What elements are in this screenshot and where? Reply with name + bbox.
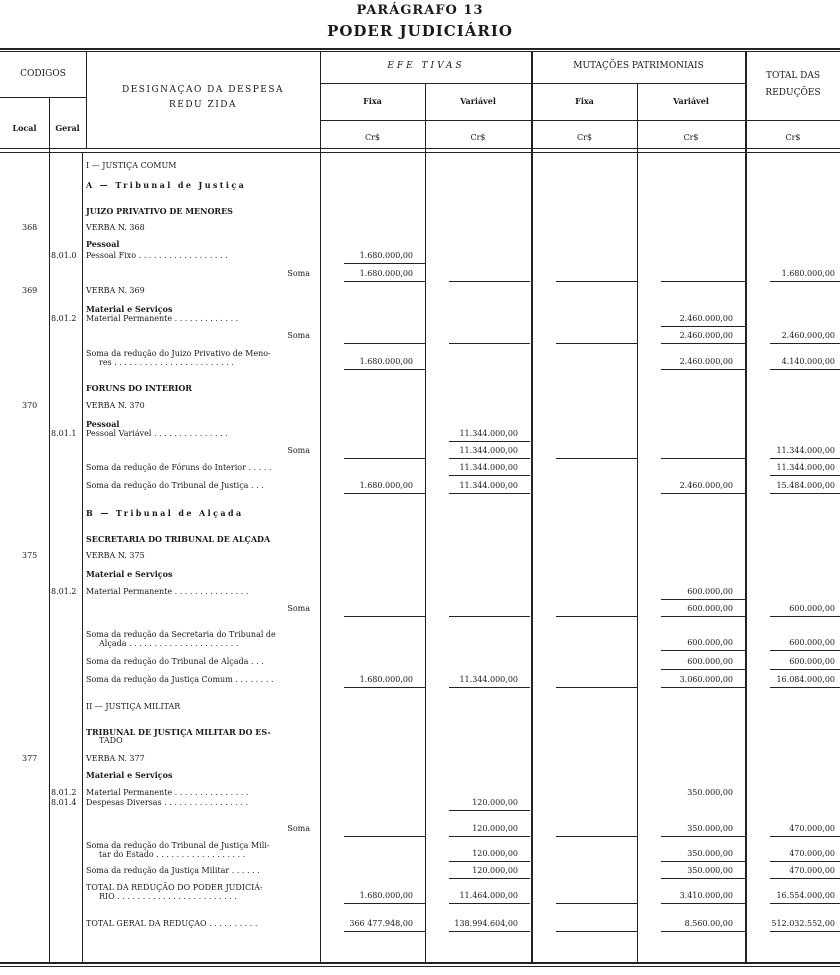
table-bottom-rule [0,962,840,964]
row-description: Material e Serviços [86,770,173,780]
local-header: Local [12,123,37,133]
sum-rule [449,810,530,811]
row-description: Soma [287,446,310,455]
value-cell-mu-var: 600.000,00 [687,604,733,613]
row-geral-code: 8.01.1 [51,429,77,438]
sum-rule [449,861,530,862]
sum-rule [770,878,840,879]
row-description: Soma da redução da Secretaria do Tribunal de [86,630,276,639]
sum-rule [344,458,425,459]
sum-rule [449,616,530,617]
row-description: I — JUSTIÇA COMUM [86,161,177,170]
sum-rule [770,616,840,617]
row-description: Soma da redução do Tribunal de Alçada . . . [86,657,264,666]
sum-rule [661,369,745,370]
value-cell-mu-var: 600.000,00 [687,587,733,596]
value-cell-total: 15.484.000,00 [776,481,835,490]
paragraph-title: PARÁGRAFO 13 [356,3,484,18]
value-cell-mu-var: 600.000,00 [687,657,733,666]
value-cell-ef-fixa: 366 477.948,00 [349,919,413,928]
row-description: Soma [287,824,310,833]
row-description: Material Permanente . . . . . . . . . . . . . . . [86,788,249,797]
row-description: Pessoal Fixo . . . . . . . . . . . . . . . . . . [86,251,228,260]
currency-efixa: Cr$ [364,133,381,142]
sum-rule [556,616,637,617]
value-cell-mu-var: 350.000,00 [687,849,733,858]
sum-rule [556,281,637,282]
value-cell-total: 600.000,00 [789,638,835,647]
value-cell-ef-var: 120.000,00 [472,849,518,858]
sum-rule [449,878,530,879]
sum-rule [344,369,425,370]
row-description: Material e Serviços [86,569,173,579]
value-cell-total: 4.140.000,00 [781,357,835,366]
col-geral-rule [82,152,83,962]
sum-rule [661,616,745,617]
row-description: TOTAL DA REDUÇÃO DO PODER JUDICIÁ- [86,883,263,892]
sum-rule [770,493,840,494]
row-geral-code: 8.01.0 [51,251,77,260]
sum-rule [661,878,745,879]
sum-rule [344,903,425,904]
row-description: VERBA N. 368 [86,223,145,232]
sum-rule [556,343,637,344]
sum-rule [770,343,840,344]
sum-rule [770,650,840,651]
sum-rule [770,687,840,688]
value-cell-ef-var: 11.464.000,00 [459,891,518,900]
row-description: Material e Serviços [86,304,173,314]
sum-rule [449,687,530,688]
row-local-code: 377 [22,754,38,763]
efetivas-fixa-header: Fixa [363,96,382,106]
sum-rule [556,458,637,459]
sum-rule [449,343,530,344]
value-cell-mu-var: 2.460.000,00 [679,314,733,323]
sum-rule [770,931,840,932]
sum-rule [344,343,425,344]
sum-rule [344,687,425,688]
row-description-cont: RIO . . . . . . . . . . . . . . . . . . . . . . . . [99,892,237,901]
sum-rule [770,458,840,459]
sum-rule [770,903,840,904]
sum-rule [556,687,637,688]
row-description: Pessoal Variável . . . . . . . . . . . . . . . [86,429,228,438]
row-description-cont: res . . . . . . . . . . . . . . . . . . . . . . . . [99,358,234,367]
value-cell-total: 512.032.552,00 [771,919,835,928]
sum-rule [770,475,840,476]
sum-rule [661,669,745,670]
value-cell-ef-fixa: 1.680.000,00 [359,269,413,278]
value-cell-mu-var: 3.060.000,00 [679,675,733,684]
value-cell-mu-var: 8.560.00,00 [684,919,733,928]
row-local-code: 370 [22,401,38,410]
value-cell-mu-var: 3.410.000,00 [679,891,733,900]
currency-evar: Cr$ [470,133,486,142]
header-bottom-rule-2 [0,152,840,153]
subheader-divider [320,120,840,121]
sum-rule [344,836,425,837]
sum-rule [449,931,530,932]
designacao-header-1: DESIGNAÇAO DA DESPESA [121,85,284,95]
value-cell-mu-var: 600.000,00 [687,638,733,647]
sum-rule [449,281,530,282]
sum-rule [556,903,637,904]
efetivas-variavel-header: Variável [460,96,496,106]
row-description: TOTAL GERAL DA REDUÇAO . . . . . . . . . . [86,919,258,928]
col-evar-rule [531,52,533,962]
sum-rule [770,369,840,370]
value-cell-ef-var: 120.000,00 [472,824,518,833]
value-cell-mu-var: 350.000,00 [687,866,733,875]
col-desc-rule [320,52,321,962]
value-cell-mu-var: 2.460.000,00 [679,331,733,340]
sum-rule [661,861,745,862]
value-cell-total: 470.000,00 [789,866,835,875]
table-top-rule [0,48,840,50]
sum-rule [770,861,840,862]
mutacoes-header: MUTAÇÕES PATRIMONIAIS [573,61,704,71]
currency-mfixa: Cr$ [576,133,593,142]
value-cell-total: 470.000,00 [789,849,835,858]
sum-rule [661,599,745,600]
sum-rule [661,458,745,459]
currency-total: Cr$ [785,133,801,142]
row-description: II — JUSTIÇA MILITAR [86,702,181,711]
value-cell-ef-var: 11.344.000,00 [459,463,518,472]
row-description: JUIZO PRIVATIVO DE MENORES [86,206,233,216]
value-cell-total: 1.680.000,00 [781,269,835,278]
sum-rule [661,343,745,344]
sum-rule [770,281,840,282]
sum-rule [661,326,745,327]
row-description: Pessoal [86,419,120,429]
sum-rule [661,931,745,932]
row-geral-code: 8.01.2 [51,587,77,596]
mutacoes-fixa-header: Fixa [575,96,594,106]
total-header-1: TOTAL DAS [765,71,821,81]
value-cell-mu-var: 350.000,00 [687,788,733,797]
efetivas-header: EFE TIVAS [387,61,465,71]
value-cell-ef-fixa: 1.680.000,00 [359,675,413,684]
value-cell-mu-var: 350.000,00 [687,824,733,833]
value-cell-ef-var: 11.344.000,00 [459,446,518,455]
value-cell-mu-var: 2.460.000,00 [679,357,733,366]
value-cell-total: 11.344.000,00 [776,446,835,455]
col-geral-rule-head [86,52,87,148]
row-description: Material Permanente . . . . . . . . . . . . . [86,314,239,323]
sum-rule [344,493,425,494]
value-cell-ef-var: 138.994.604,00 [454,919,518,928]
value-cell-mu-var: 2.460.000,00 [679,481,733,490]
sum-rule [661,650,745,651]
row-description: SECRETARIA DO TRIBUNAL DE ALÇADA [86,534,271,544]
row-local-code: 375 [22,551,38,560]
codigos-divider [0,97,86,98]
row-description: Soma da redução do Tribunal de Justiça . . . [86,481,264,490]
sum-rule [344,263,425,264]
sum-rule [344,281,425,282]
mutacoes-variavel-header: Variável [673,96,709,106]
value-cell-ef-var: 120.000,00 [472,866,518,875]
sum-rule [449,475,530,476]
sum-rule [556,931,637,932]
value-cell-ef-fixa: 1.680.000,00 [359,357,413,366]
row-description: Pessoal [86,239,120,249]
row-description: B — Tribunal de Alçada [86,508,244,518]
sum-rule [661,903,745,904]
row-geral-code: 8.01.2 [51,314,77,323]
row-local-code: 368 [22,223,38,232]
value-cell-ef-var: 11.344.000,00 [459,675,518,684]
value-cell-total: 11.344.000,00 [776,463,835,472]
sum-rule [449,903,530,904]
row-local-code: 369 [22,286,38,295]
value-cell-ef-fixa: 1.680.000,00 [359,891,413,900]
row-description: VERBA N. 369 [86,286,145,295]
sum-rule [344,616,425,617]
value-cell-ef-var: 11.344.000,00 [459,429,518,438]
row-geral-code: 8.01.2 [51,788,77,797]
value-cell-ef-var: 11.344.000,00 [459,481,518,490]
row-description: A — Tribunal de Justiça [86,180,247,190]
row-description: VERBA N. 370 [86,401,145,410]
sum-rule [661,493,745,494]
sum-rule [449,458,530,459]
row-description: Soma da redução do Tribunal de Justiça Mili- [86,841,270,850]
row-description: VERBA N. 375 [86,551,145,560]
sum-rule [449,836,530,837]
row-description: Soma [287,269,310,278]
value-cell-ef-fixa: 1.680.000,00 [359,251,413,260]
sum-rule [449,441,530,442]
row-description: Despesas Diversas . . . . . . . . . . . . . . . . . [86,798,249,807]
row-description: Soma [287,331,310,340]
row-description: Soma da redução da Justiça Comum . . . . . . . . [86,675,274,684]
row-geral-code: 8.01.4 [51,798,77,807]
row-description: Soma da redução do Juizo Privativo de Meno- [86,349,271,358]
codigos-header: CODIGOS [20,69,66,79]
sum-rule [449,493,530,494]
value-cell-ef-fixa: 1.680.000,00 [359,481,413,490]
row-description: TRIBUNAL DE JUSTIÇA MILITAR DO ES- [86,727,271,737]
currency-mvar: Cr$ [683,133,699,142]
sum-rule [344,931,425,932]
row-description-cont: TADO [99,736,123,745]
row-description: Soma da redução de Fóruns do Interior . . . . . [86,463,272,472]
row-description-cont: Alçada . . . . . . . . . . . . . . . . . . . . . . [99,639,239,648]
row-description: Material Permanente . . . . . . . . . . . . . . . [86,587,249,596]
sum-rule [770,836,840,837]
total-header-2: REDUÇÕES [765,88,821,98]
section-title: PODER JUDICIÁRIO [327,22,513,40]
sum-rule [661,836,745,837]
sum-rule [661,281,745,282]
table-bottom-rule-thin [0,966,840,967]
row-description-cont: tar do Estado . . . . . . . . . . . . . . . . . . [99,850,246,859]
geral-header: Geral [55,123,80,133]
sum-rule [770,669,840,670]
value-cell-total: 16.554.000,00 [776,891,835,900]
value-cell-ef-var: 120.000,00 [472,798,518,807]
sum-rule [661,687,745,688]
row-description: VERBA N. 377 [86,754,145,763]
value-cell-total: 470.000,00 [789,824,835,833]
row-description: FORUNS DO INTERIOR [86,383,192,393]
value-cell-total: 16.084.000,00 [776,675,835,684]
row-description: Soma [287,604,310,613]
header-bottom-rule [0,148,840,149]
value-cell-total: 600.000,00 [789,657,835,666]
sum-rule [556,836,637,837]
row-description: Soma da redução da Justiça Militar . . . . . . [86,866,260,875]
col-local-rule [49,97,50,962]
designacao-header-2: REDU ZIDA [168,100,238,110]
table-top-rule-thin [0,51,840,52]
value-cell-total: 600.000,00 [789,604,835,613]
value-cell-total: 2.460.000,00 [781,331,835,340]
